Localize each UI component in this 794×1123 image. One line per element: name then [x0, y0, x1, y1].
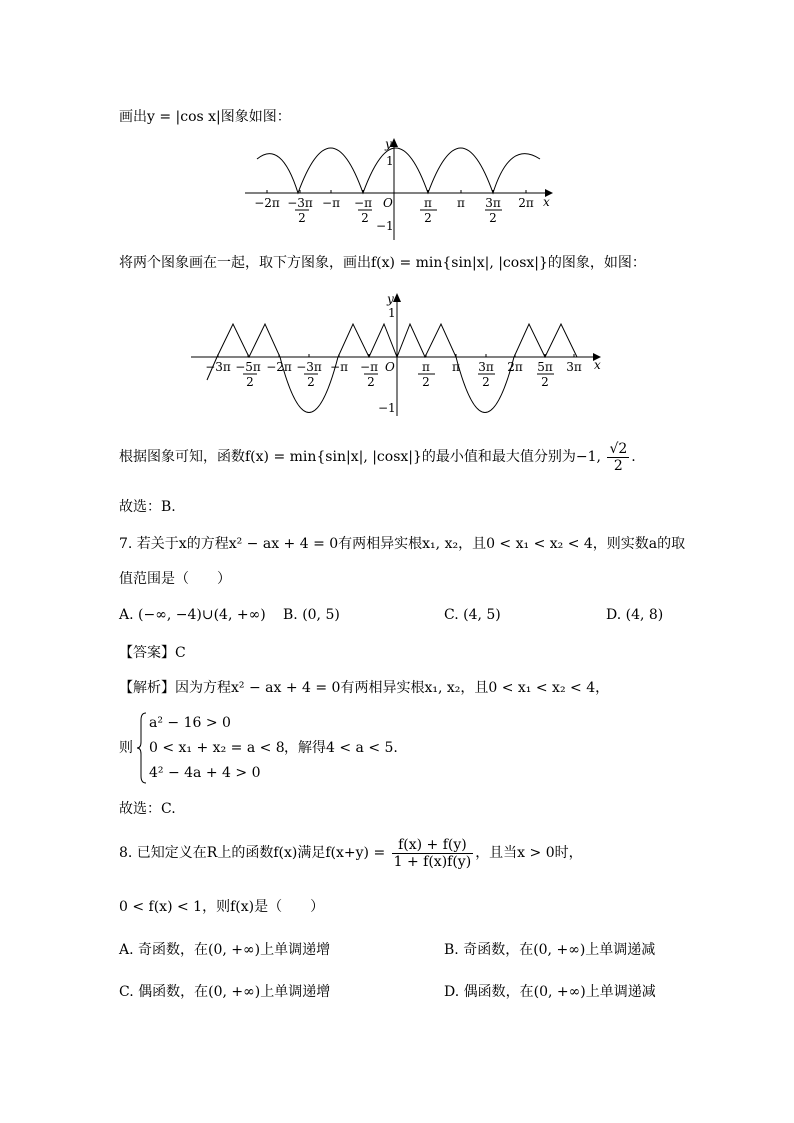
q8-option-d: D. 偶函数，在(0, +∞)上单调递减	[444, 984, 656, 1000]
q7-option-c: C. (4, 5)	[444, 607, 501, 623]
q8-stem-line2: 0 < f(x) < 1，则f(x)是（ ）	[119, 899, 325, 915]
graph2-tick-label-11: 3π	[566, 360, 582, 374]
graph1-tick-1: 1	[386, 154, 394, 168]
q7-answer: 【答案】C	[119, 645, 186, 661]
graph1-origin: O	[383, 196, 393, 210]
graph2-tick-num-8: 3π	[478, 360, 494, 374]
q7-then-label: 则	[119, 740, 133, 756]
graph2-tick-label-9: 2π	[507, 360, 523, 374]
graph2-origin: O	[385, 360, 395, 374]
graph1-tick-label-2: −π	[322, 196, 340, 210]
graph2-tick-den-3: 2	[307, 375, 315, 389]
q8-frac-numerator: f(x) + f(y)	[392, 837, 474, 854]
graph2-tick-label-0: −3π	[205, 360, 231, 374]
frac-denominator: 2	[613, 457, 623, 474]
graph2-tick-label-4: −π	[330, 360, 348, 374]
period: .	[631, 449, 636, 465]
graph2-tick-num-10: 5π	[537, 360, 553, 374]
graph2-y-arrow	[393, 293, 401, 302]
q8-stem-part2: ，且当x > 0时，	[475, 845, 583, 861]
graph1-tick-den-3: 2	[361, 211, 369, 225]
q8-functional-fraction	[392, 837, 474, 870]
q8-stem-part1: 8. 已知定义在R上的函数f(x)满足f(x+y) =	[119, 845, 390, 861]
sqrt2-over-2	[607, 441, 629, 474]
graph1-tick-den-4: 2	[424, 211, 432, 225]
frac-numerator: √2	[609, 440, 628, 457]
q8-frac-denominator: 1 + f(x)f(y)	[393, 853, 472, 870]
graph2-tick-1: 1	[388, 306, 396, 320]
q8-option-c: C. 偶函数，在(0, +∞)上单调递增	[119, 984, 331, 1000]
text-draw-cos: 画出y = |cos x|图象如图：	[119, 109, 291, 125]
q7-option-b: B. (0, 5)	[283, 607, 340, 623]
graph1-curve	[257, 148, 540, 193]
graph1-y-label: y	[385, 137, 392, 151]
system-line-3: 4² − 4a + 4 > 0	[149, 765, 261, 781]
graph1-tick-label-7: 2π	[518, 196, 534, 210]
graph2-tick-den-6: 2	[422, 375, 430, 389]
graph2-tick-minus1: −1	[378, 401, 396, 415]
q7-inequality-system	[137, 712, 287, 784]
graph2-tick-den-1: 2	[246, 375, 254, 389]
q7-stem-line2: 值范围是（ ）	[119, 571, 231, 587]
graph1-tick-den-6: 2	[489, 211, 497, 225]
q7-analysis: 【解析】因为方程x² − ax + 4 = 0有两相异实根x₁, x₂，且0 < x₁ < x₂ < 4，	[119, 680, 610, 696]
graph1-x-label: x	[543, 195, 550, 209]
text-conclusion	[119, 438, 636, 478]
graph2-y-label: y	[387, 292, 394, 306]
graph2-tick-den-10: 2	[541, 375, 549, 389]
q8-option-a: A. 奇函数，在(0, +∞)上单调递增	[119, 942, 331, 958]
text-choose-b: 故选：B.	[119, 499, 176, 515]
graph2-tick-num-3: −3π	[296, 360, 322, 374]
q7-stem-line1: 7. 若关于x的方程x² − ax + 4 = 0有两相异实根x₁, x₂，且0 < x₁ < x₂ < 4，则实数a的取	[119, 536, 686, 552]
graph1-tick-den-1: 2	[298, 211, 306, 225]
q7-option-d: D. (4, 8)	[606, 607, 664, 623]
graph1-tick-num-4: π	[424, 196, 432, 210]
system-line-1: a² − 16 > 0	[149, 715, 231, 731]
q8-option-b: B. 奇函数，在(0, +∞)上单调递减	[444, 942, 656, 958]
graph2-tick-num-5: −π	[360, 360, 378, 374]
graph2-x-label: x	[594, 358, 601, 372]
brace-icon	[137, 712, 147, 784]
graph1-tick-num-6: 3π	[485, 196, 501, 210]
graph1-tick-label-5: π	[457, 196, 465, 210]
graph2-tick-label-7: π	[452, 360, 460, 374]
graph2-tick-num-6: π	[422, 360, 430, 374]
q7-option-a: A. (−∞, −4)∪(4, +∞)	[119, 607, 266, 623]
conclusion-text: 根据图象可知，函数f(x) = min{sin|x|, |cosx|}的最小值和最大值分别为−1,	[119, 449, 606, 465]
graph-min-function	[188, 288, 608, 418]
q7-choose: 故选：C.	[119, 801, 176, 817]
system-line-2: 0 < x₁ + x₂ = a < 8	[149, 740, 285, 756]
graph-abs-cos	[240, 135, 560, 243]
graph1-tick-minus1: −1	[376, 219, 394, 233]
q7-solve: ，解得4 < a < 5.	[284, 740, 398, 756]
graph1-tick-num-3: −π	[354, 196, 372, 210]
graph2-tick-den-5: 2	[367, 375, 375, 389]
q8-stem-line1	[119, 833, 583, 875]
graph2-tick-label-2: −2π	[266, 360, 292, 374]
graph1-tick-label-0: −2π	[254, 196, 280, 210]
graph2-tick-num-1: −5π	[235, 360, 261, 374]
text-combine: 将两个图象画在一起，取下方图象，画出f(x) = min{sin|x|, |cosx|}的图象，如图：	[119, 255, 646, 271]
graph2-tick-den-8: 2	[482, 375, 490, 389]
graph1-tick-num-1: −3π	[287, 196, 313, 210]
